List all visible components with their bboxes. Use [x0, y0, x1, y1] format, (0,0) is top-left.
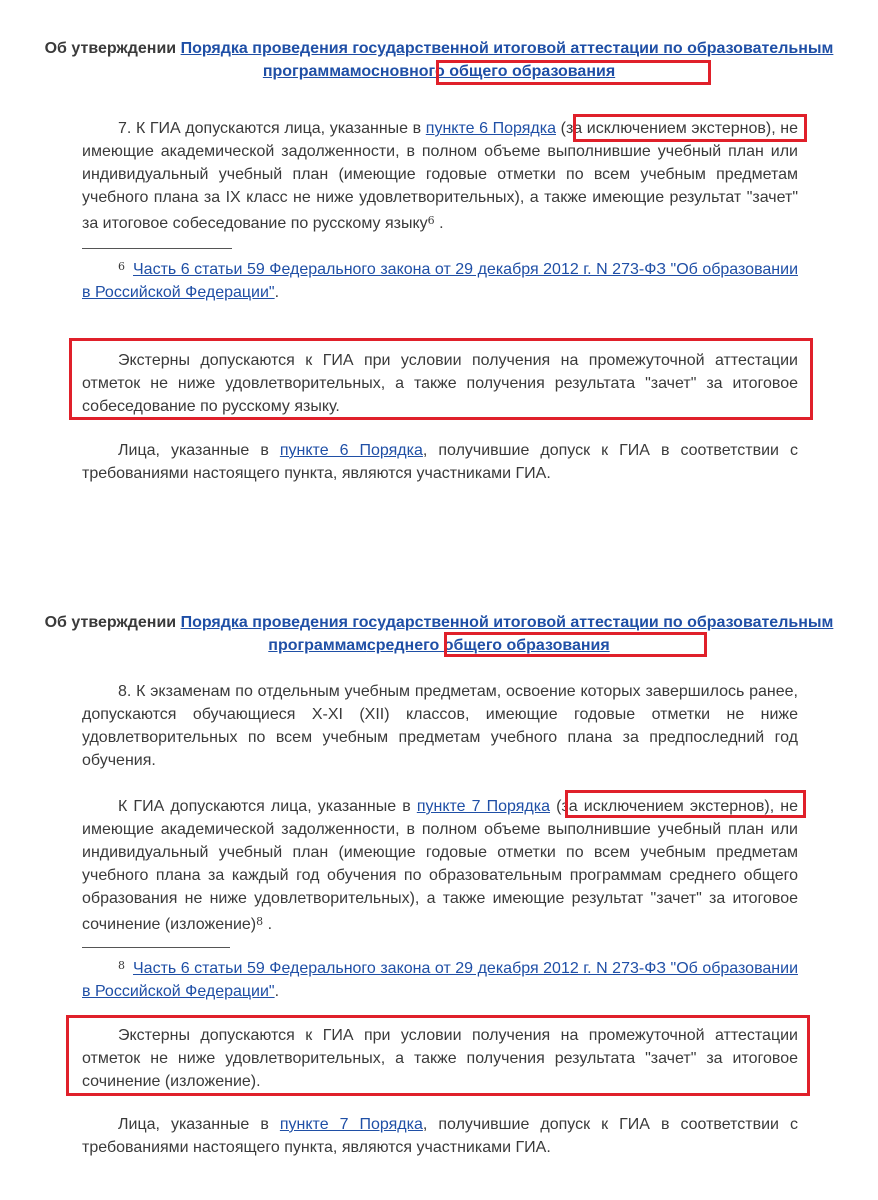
footnote-mark: 8 — [118, 959, 125, 972]
section1-title-link-highlight[interactable]: основного общего образования — [361, 63, 616, 80]
footnote-ref[interactable]: 6 — [427, 214, 435, 227]
footnote-ref[interactable]: 8 — [256, 915, 264, 928]
paragraph-end: . — [439, 215, 444, 232]
section2-title — [0, 611, 878, 657]
link-punkt-6[interactable]: пункте 6 Порядка — [279, 442, 423, 459]
footnote-divider — [82, 248, 232, 249]
highlight-box — [436, 60, 711, 85]
paragraph-text: не имеющие академической задолженности, в полном объеме выполнившие учебный план или индивидуальный учебный план (имеющие годовые отметки по всем учебным предметам учебного плана за IX класс не ниже удовлетворительных), а также имеющие результат "зачет" за итоговое собеседование по русскому языку — [82, 120, 799, 232]
paragraph-text: 7. К ГИА допускаются лица, указанные в — [118, 120, 422, 137]
highlight-box — [573, 114, 807, 142]
paragraph-text: не имеющие академической задолженности, в полном объеме выполнившие учебный план или индивидуальный учебный план (имеющие годовые отметки по всем учебным предметам учебного плана за каждый год обучения по образовательным программам среднего общего образования не ниже удовлетворительных), а также имеющие результат "зачет" за итоговое сочинение (изложение) — [82, 798, 798, 933]
highlight-text: (за исключением экстернов), — [556, 798, 775, 815]
paragraph-text: Лица, указанные в — [118, 442, 269, 459]
highlight-box — [69, 338, 813, 420]
link-punkt-7[interactable]: пункте 7 Порядка — [416, 798, 550, 815]
paragraph-text: , получившие допуск к ГИА в соответствии с требованиями настоящего пункта, являются участниками ГИА. — [82, 1116, 798, 1156]
participants-paragraph — [82, 439, 798, 485]
section1-title-prefix: Об утверждении — [44, 40, 177, 57]
paragraph-text: К ГИА допускаются лица, указанные в — [118, 798, 411, 815]
footnote-mark: 6 — [118, 260, 125, 273]
highlight-box — [66, 1015, 810, 1096]
footnote-link[interactable]: Часть 6 статьи 59 Федерального закона от 29 декабря 2012 г. N 273-ФЗ "Об образовании в Российской Федерации" — [82, 960, 798, 1000]
paragraph-text: Лица, указанные в — [118, 1116, 269, 1133]
footnote-end: . — [274, 983, 280, 1000]
highlight-box — [565, 790, 806, 818]
footnote-end: . — [274, 284, 280, 301]
section2-title-prefix: Об утверждении — [44, 614, 177, 631]
paragraph-text: , получившие допуск к ГИА в соответствии с требованиями настоящего пункта, являются участниками ГИА. — [82, 442, 798, 482]
footnote-link[interactable]: Часть 6 статьи 59 Федерального закона от 29 декабря 2012 г. N 273-ФЗ "Об образовании в Российской Федерации" — [82, 261, 798, 301]
footnote-divider — [82, 947, 230, 948]
highlight-text: (за исключением экстернов), — [560, 120, 776, 137]
link-punkt-7[interactable]: пункте 7 Порядка — [279, 1116, 423, 1133]
section2-title-link-highlight[interactable]: среднего общего образования — [366, 637, 610, 654]
externs-paragraph: Экстерны допускаются к ГИА при условии получения на промежуточной аттестации отметок не ниже удовлетворительных, а также получения результата "зачет" за итоговое собеседование по русскому языку. — [82, 352, 798, 415]
paragraph-end: . — [267, 916, 273, 933]
externs-paragraph: Экстерны допускаются к ГИА при условии получения на промежуточной аттестации отметок не ниже удовлетворительных, а также получения результата "зачет" за итоговое сочинение (изложение). — [82, 1027, 798, 1090]
section1-title-link[interactable]: Порядка проведения государственной итоговой аттестации по образовательным программам — [180, 40, 834, 80]
paragraph-8: 8. К экзаменам по отдельным учебным предметам, освоение которых завершилось ранее, допускаются обучающиеся X-XI (XII) классов, имеющие годовые отметки не ниже удовлетворительных по всем учебным предметам учебного плана за предпоследний год обучения. — [82, 683, 798, 769]
footnote-6 — [82, 255, 798, 304]
section2-title-link[interactable]: Порядка проведения государственной итоговой аттестации по образовательным программам — [180, 614, 834, 654]
highlight-box — [444, 632, 707, 657]
participants-paragraph — [82, 1113, 798, 1159]
footnote-8 — [82, 954, 798, 1003]
link-punkt-6[interactable]: пункте 6 Порядка — [425, 120, 556, 137]
